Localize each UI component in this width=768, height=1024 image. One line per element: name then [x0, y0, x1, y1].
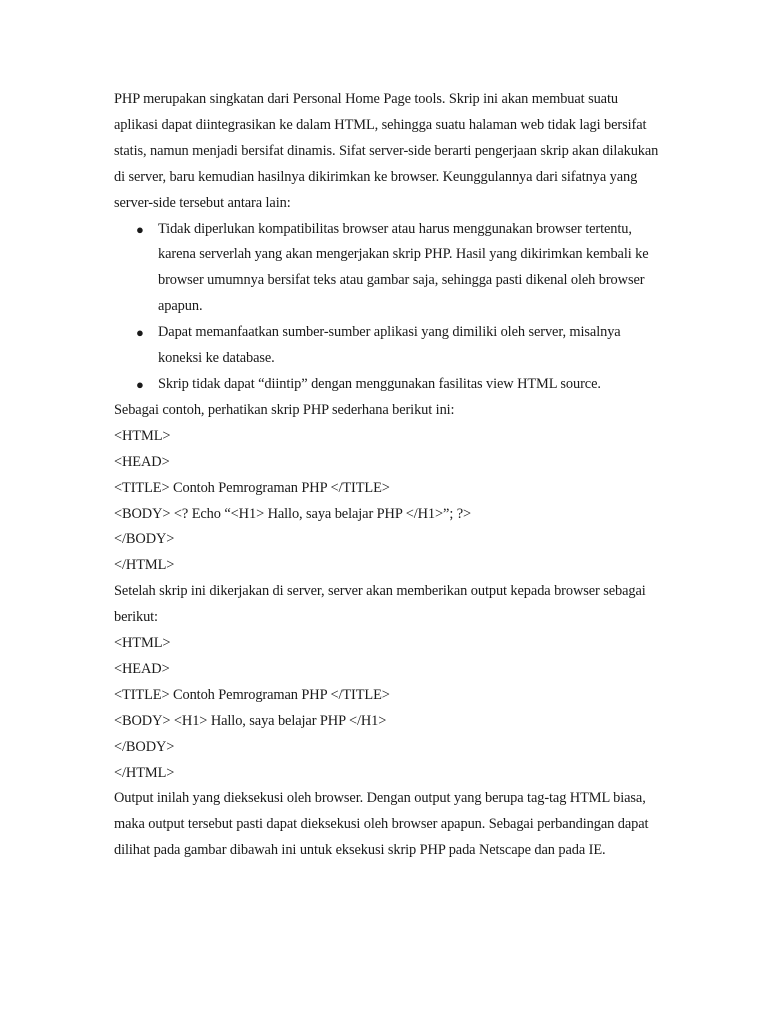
code-sample-output	[114, 631, 659, 786]
code-sample-source	[114, 424, 659, 579]
code-line: </BODY>	[114, 738, 175, 755]
code-line: <HEAD>	[114, 660, 170, 677]
list-item	[114, 320, 659, 372]
code-line: <TITLE> Contoh Pemrograman PHP </TITLE>	[114, 686, 390, 703]
example-intro: Sebagai contoh, perhatikan skrip PHP sederhana berikut ini:	[114, 401, 455, 418]
bullet-icon: ●	[136, 221, 144, 237]
closing-paragraph: Output inilah yang dieksekusi oleh browser. Dengan output yang berupa tag-tag HTML biasa, maka output tersebut pasti dapat dieksekusi oleh browser apapun. Sebagai perbandingan dapat dilihat pada gambar dibawah ini untuk eksekusi skrip PHP pada Netscape dan pada IE.	[114, 790, 649, 859]
code-line: <HTML>	[114, 635, 171, 652]
advantages-list	[114, 217, 659, 398]
intro-paragraph: PHP merupakan singkatan dari Personal Home Page tools. Skrip ini akan membuat suatu aplikasi dapat diintegrasikan ke dalam HTML, sehingga suatu halaman web tidak lagi bersifat statis, namun menjadi bersifat dinamis. Sifat server-side berarti pengerjaan skrip akan dilakukan di server, baru kemudian hasilnya dikirimkan ke browser. Keunggulannya dari sifatnya yang server-side tersebut antara lain:	[114, 91, 659, 211]
list-item	[114, 372, 659, 398]
code-line: </HTML>	[114, 557, 175, 574]
list-item-text: Dapat memanfaatkan sumber-sumber aplikasi yang dimiliki oleh server, misalnya koneksi ke database.	[158, 324, 621, 367]
document-page	[114, 87, 659, 864]
bullet-icon: ●	[136, 376, 144, 392]
code-line: <BODY> <? Echo “<H1> Hallo, saya belajar PHP </H1>”; ?>	[114, 505, 472, 522]
code-line: </HTML>	[114, 764, 175, 781]
code-line: <BODY> <H1> Hallo, saya belajar PHP </H1>	[114, 712, 387, 729]
list-item-text: Tidak diperlukan kompatibilitas browser atau harus menggunakan browser tertentu, karena serverlah yang akan mengerjakan skrip PHP. Hasil yang dikirimkan kembali ke browser umumnya bersifat teks atau gambar saja, sehingga pasti dikenal oleh browser apapun.	[158, 220, 649, 315]
code-line: </BODY>	[114, 531, 175, 548]
code-line: <TITLE> Contoh Pemrograman PHP </TITLE>	[114, 479, 390, 496]
list-item-text: Skrip tidak dapat “diintip” dengan menggunakan fasilitas view HTML source.	[158, 375, 601, 392]
code-line: <HEAD>	[114, 453, 170, 470]
list-item	[114, 217, 659, 321]
bullet-icon: ●	[136, 325, 144, 341]
output-intro: Setelah skrip ini dikerjakan di server, server akan memberikan output kepada browser sebagai berikut:	[114, 583, 646, 626]
code-line: <HTML>	[114, 427, 171, 444]
